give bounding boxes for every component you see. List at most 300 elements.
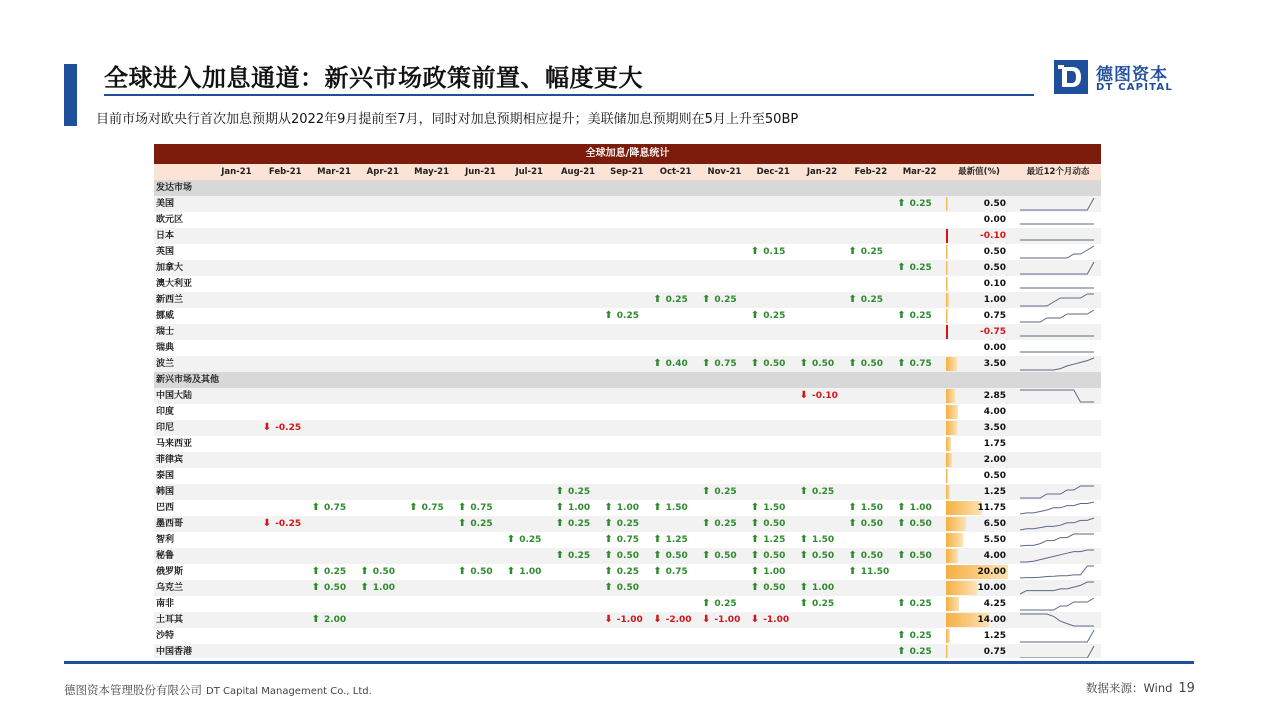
rate-change-value: -0.25 xyxy=(275,423,302,433)
latest-value-cell xyxy=(946,276,1012,292)
month-header: Nov-21 xyxy=(707,167,742,177)
up-arrow-icon: ⬆ xyxy=(750,310,760,321)
rate-change-value: 0.25 xyxy=(909,263,932,273)
latest-value-bar xyxy=(946,629,950,643)
up-arrow-icon: ⬆ xyxy=(702,294,711,305)
country-label: 乌克兰 xyxy=(156,583,184,593)
latest-value-cell xyxy=(946,340,1012,356)
trend-sparkline xyxy=(1018,276,1098,292)
footer-source xyxy=(1086,680,1195,696)
rate-change-value: 0.25 xyxy=(323,567,347,577)
up-arrow-icon: ⬆ xyxy=(311,614,320,625)
rate-change-value: 0.25 xyxy=(616,311,639,321)
table-row xyxy=(154,484,1101,500)
rate-change-cell xyxy=(653,356,688,372)
country-label: 瑞士 xyxy=(156,327,175,337)
trend-sparkline xyxy=(1018,596,1098,612)
up-arrow-icon: ⬆ xyxy=(604,582,613,593)
rate-change-value: -1.00 xyxy=(763,615,790,625)
up-arrow-icon: ⬆ xyxy=(360,566,369,577)
trend-sparkline xyxy=(1018,308,1098,324)
rate-change-cell xyxy=(556,484,591,500)
rate-change-cell xyxy=(360,580,395,596)
trend-sparkline xyxy=(1018,244,1098,260)
table-row xyxy=(154,292,1101,308)
latest-value-bar xyxy=(946,357,957,371)
up-arrow-icon: ⬆ xyxy=(702,518,711,529)
country-label: 日本 xyxy=(156,231,175,241)
latest-value: 1.25 xyxy=(983,487,1006,497)
trend-line xyxy=(1020,614,1094,626)
down-arrow-icon: ⬇ xyxy=(750,614,760,625)
latest-value-header: 最新值(%) xyxy=(958,167,1000,177)
latest-value-cell xyxy=(946,388,1012,404)
rate-change-cell xyxy=(897,260,932,276)
latest-value: 4.25 xyxy=(983,599,1006,609)
trend-line xyxy=(1020,310,1094,322)
table-row xyxy=(154,580,1101,596)
up-arrow-icon: ⬆ xyxy=(750,566,760,577)
up-arrow-icon: ⬆ xyxy=(604,502,613,513)
up-arrow-icon: ⬆ xyxy=(897,502,906,513)
up-arrow-icon: ⬆ xyxy=(799,582,808,593)
latest-value-cell xyxy=(946,628,1012,644)
table-row xyxy=(154,452,1101,468)
rate-change-value: 1.00 xyxy=(372,583,395,593)
down-arrow-icon: ⬇ xyxy=(604,614,613,625)
month-header: Jan-21 xyxy=(221,167,252,177)
rate-change-cell xyxy=(751,516,786,532)
table-row xyxy=(154,516,1101,532)
rate-change-value: 0.50 xyxy=(909,519,932,529)
country-label: 中国大陆 xyxy=(156,391,193,401)
footer-company-cn: 德图资本管理股份有限公司 xyxy=(64,683,202,697)
trend-line xyxy=(1020,486,1094,498)
latest-value-bar xyxy=(946,197,948,211)
rate-change-value: -0.10 xyxy=(811,391,838,401)
rate-change-cell xyxy=(848,548,883,564)
rate-change-value: 0.50 xyxy=(323,583,347,593)
latest-value: 11.75 xyxy=(977,503,1006,513)
up-arrow-icon: ⬆ xyxy=(799,550,808,561)
rate-change-value: 0.25 xyxy=(470,519,493,529)
latest-value-bar xyxy=(946,469,948,483)
rate-change-value: 0.50 xyxy=(714,551,737,561)
up-arrow-icon: ⬆ xyxy=(848,502,857,513)
month-header: Jun-21 xyxy=(465,167,496,177)
rate-change-cell xyxy=(702,484,737,500)
table-row xyxy=(154,612,1101,628)
up-arrow-icon: ⬆ xyxy=(750,534,760,545)
latest-value: 0.50 xyxy=(983,199,1006,209)
trend-sparkline xyxy=(1018,532,1098,548)
rate-change-value: 1.25 xyxy=(763,535,786,545)
up-arrow-icon: ⬆ xyxy=(897,630,906,641)
rate-change-value: 0.25 xyxy=(909,647,932,657)
up-arrow-icon: ⬆ xyxy=(506,566,516,577)
rate-change-value: 0.50 xyxy=(372,567,395,577)
table-row xyxy=(154,260,1101,276)
rate-change-cell xyxy=(897,516,932,532)
rate-change-value: 0.50 xyxy=(860,551,883,561)
up-arrow-icon: ⬆ xyxy=(848,518,857,529)
up-arrow-icon: ⬆ xyxy=(897,310,906,321)
rate-change-cell xyxy=(751,564,786,580)
up-arrow-icon: ⬆ xyxy=(409,502,418,513)
company-logo xyxy=(1054,60,1194,96)
rate-change-value: 1.50 xyxy=(860,503,883,513)
latest-value-bar xyxy=(946,229,948,243)
trend-line xyxy=(1020,246,1094,258)
latest-value-cell xyxy=(946,516,1012,532)
section-label: 发达市场 xyxy=(156,183,193,193)
up-arrow-icon: ⬆ xyxy=(799,358,808,369)
logo-text-cn: 德图资本 xyxy=(1096,65,1168,85)
latest-value-cell xyxy=(946,260,1012,276)
up-arrow-icon: ⬆ xyxy=(750,502,760,513)
up-arrow-icon: ⬆ xyxy=(799,534,808,545)
rate-change-cell xyxy=(751,548,786,564)
rate-change-value: 2.00 xyxy=(323,615,347,625)
rate-change-cell xyxy=(653,612,691,628)
up-arrow-icon: ⬆ xyxy=(799,598,808,609)
country-label: 巴西 xyxy=(156,503,175,513)
latest-value-cell xyxy=(946,196,1012,212)
trend-sparkline xyxy=(1018,292,1098,308)
down-arrow-icon: ⬇ xyxy=(702,614,711,625)
trend-sparkline xyxy=(1018,196,1098,212)
rate-change-cell xyxy=(458,500,493,516)
up-arrow-icon: ⬆ xyxy=(653,294,662,305)
latest-value-bar xyxy=(946,581,977,595)
rate-change-value: 0.25 xyxy=(519,535,542,545)
latest-value-cell xyxy=(946,244,1012,260)
table-row xyxy=(154,436,1101,452)
up-arrow-icon: ⬆ xyxy=(604,566,613,577)
up-arrow-icon: ⬆ xyxy=(653,358,662,369)
rate-change-cell xyxy=(800,388,838,404)
up-arrow-icon: ⬆ xyxy=(848,566,857,577)
latest-value-bar xyxy=(946,277,948,291)
rate-change-value: 1.00 xyxy=(811,583,835,593)
rate-change-cell xyxy=(507,564,542,580)
rate-change-cell xyxy=(653,548,688,564)
down-arrow-icon: ⬇ xyxy=(262,422,272,433)
rate-change-value: 0.25 xyxy=(909,199,932,209)
country-label: 新西兰 xyxy=(156,295,184,305)
up-arrow-icon: ⬆ xyxy=(604,550,613,561)
rate-change-value: 0.75 xyxy=(470,503,493,513)
up-arrow-icon: ⬆ xyxy=(311,582,320,593)
trend-line xyxy=(1020,390,1094,402)
month-header: Aug-21 xyxy=(560,167,596,177)
rate-change-cell xyxy=(897,548,932,564)
up-arrow-icon: ⬆ xyxy=(555,486,564,497)
rate-change-value: 0.50 xyxy=(811,359,835,369)
up-arrow-icon: ⬆ xyxy=(848,358,857,369)
rate-change-cell xyxy=(263,420,301,436)
latest-value-bar xyxy=(946,533,963,547)
table-row xyxy=(154,532,1101,548)
rate-change-cell xyxy=(702,596,737,612)
table-title: 全球加息/降息统计 xyxy=(154,144,1101,164)
rate-change-value: 0.25 xyxy=(665,295,688,305)
latest-value-bar xyxy=(946,437,951,451)
country-label: 欧元区 xyxy=(156,215,184,225)
latest-value: 0.50 xyxy=(983,247,1006,257)
rate-change-cell xyxy=(751,532,786,548)
trend-sparkline xyxy=(1018,516,1098,532)
up-arrow-icon: ⬆ xyxy=(897,598,906,609)
latest-value: 0.50 xyxy=(983,471,1006,481)
table-row xyxy=(154,244,1101,260)
latest-value-cell xyxy=(946,228,1012,244)
rate-change-cell xyxy=(556,548,591,564)
up-arrow-icon: ⬆ xyxy=(897,358,906,369)
latest-value: 20.00 xyxy=(977,567,1006,577)
country-label: 印尼 xyxy=(156,423,175,433)
latest-value: 14.00 xyxy=(977,615,1006,625)
latest-value-cell xyxy=(946,580,1012,596)
rate-change-cell xyxy=(800,356,835,372)
country-label: 澳大利亚 xyxy=(156,279,193,289)
rate-change-value: 0.25 xyxy=(567,487,591,497)
up-arrow-icon: ⬆ xyxy=(702,358,711,369)
rate-change-value: 0.25 xyxy=(909,631,932,641)
latest-value-bar xyxy=(946,245,948,259)
rate-change-cell xyxy=(458,516,493,532)
table-row xyxy=(154,596,1101,612)
up-arrow-icon: ⬆ xyxy=(555,502,564,513)
latest-value: 2.00 xyxy=(983,455,1006,465)
latest-value-bar xyxy=(946,549,958,563)
latest-value-cell xyxy=(946,212,1012,228)
country-label: 美国 xyxy=(156,199,175,209)
trend-sparkline xyxy=(1018,260,1098,276)
up-arrow-icon: ⬆ xyxy=(702,598,711,609)
rate-change-value: 0.75 xyxy=(616,535,639,545)
rate-change-cell xyxy=(751,580,786,596)
rate-change-cell xyxy=(702,516,737,532)
rate-change-value: 1.00 xyxy=(763,567,786,577)
rate-change-value: 0.25 xyxy=(567,519,591,529)
rate-change-cell xyxy=(604,516,639,532)
up-arrow-icon: ⬆ xyxy=(555,518,564,529)
trend-line xyxy=(1020,582,1094,594)
up-arrow-icon: ⬆ xyxy=(750,358,760,369)
rate-change-value: 0.50 xyxy=(811,551,835,561)
month-header: Apr-21 xyxy=(366,167,399,177)
rate-change-cell xyxy=(702,356,737,372)
latest-value-cell xyxy=(946,404,1012,420)
section-row xyxy=(154,372,1101,388)
up-arrow-icon: ⬆ xyxy=(897,550,906,561)
page-number: 19 xyxy=(1178,681,1195,696)
country-label: 泰国 xyxy=(156,471,175,481)
latest-value: -0.10 xyxy=(980,231,1006,241)
latest-value: 4.00 xyxy=(983,407,1006,417)
up-arrow-icon: ⬆ xyxy=(653,502,662,513)
rate-change-cell xyxy=(751,500,786,516)
rate-change-cell xyxy=(263,516,301,532)
down-arrow-icon: ⬇ xyxy=(799,390,808,401)
latest-value-bar xyxy=(946,405,958,419)
rate-change-value: 0.15 xyxy=(763,247,786,257)
rate-change-cell xyxy=(800,484,835,500)
up-arrow-icon: ⬆ xyxy=(360,582,369,593)
rate-change-value: -1.00 xyxy=(714,615,741,625)
table-row xyxy=(154,644,1101,658)
latest-value-bar xyxy=(946,645,948,658)
down-arrow-icon: ⬇ xyxy=(653,614,662,625)
latest-value-bar xyxy=(946,293,949,307)
up-arrow-icon: ⬆ xyxy=(848,550,857,561)
month-header: Mar-22 xyxy=(902,167,937,177)
rate-change-cell xyxy=(653,564,688,580)
rate-change-cell xyxy=(897,596,932,612)
rate-change-value: 0.25 xyxy=(811,599,835,609)
latest-value: 0.00 xyxy=(983,343,1006,353)
table-column-header xyxy=(154,164,1101,180)
latest-value-cell xyxy=(946,484,1012,500)
footer-company xyxy=(64,682,372,698)
dt-logo-icon xyxy=(1054,60,1088,94)
table-row xyxy=(154,212,1101,228)
latest-value: 1.75 xyxy=(983,439,1006,449)
latest-value-bar xyxy=(946,261,948,275)
title-underline xyxy=(104,94,1034,96)
latest-value-bar xyxy=(946,453,952,467)
trend-sparkline xyxy=(1018,324,1098,340)
table-row xyxy=(154,340,1101,356)
up-arrow-icon: ⬆ xyxy=(311,566,320,577)
up-arrow-icon: ⬆ xyxy=(311,502,320,513)
rate-change-value: 0.50 xyxy=(860,359,883,369)
rate-change-cell xyxy=(312,500,347,516)
rate-change-cell xyxy=(848,516,883,532)
trend-line xyxy=(1020,358,1094,370)
rate-change-cell xyxy=(507,532,542,548)
rate-change-value: 0.75 xyxy=(909,359,932,369)
section-row xyxy=(154,180,1101,196)
trend-line xyxy=(1020,550,1094,562)
latest-value: 6.50 xyxy=(983,519,1006,529)
trend-sparkline xyxy=(1018,580,1098,596)
latest-value-cell xyxy=(946,452,1012,468)
latest-value-cell xyxy=(946,324,1012,340)
rate-change-cell xyxy=(848,500,883,516)
trend-line xyxy=(1020,646,1094,658)
latest-value: 3.50 xyxy=(983,423,1006,433)
trend-sparkline xyxy=(1018,228,1098,244)
rate-change-value: -0.25 xyxy=(275,519,302,529)
trend-sparkline xyxy=(1018,564,1098,580)
rate-change-cell xyxy=(848,356,883,372)
rate-change-value: 0.50 xyxy=(616,551,639,561)
rate-change-value: 0.75 xyxy=(665,567,688,577)
rate-change-cell xyxy=(800,548,835,564)
trend-line xyxy=(1020,566,1094,578)
rate-change-value: 1.50 xyxy=(811,535,835,545)
up-arrow-icon: ⬆ xyxy=(750,550,760,561)
table-row xyxy=(154,356,1101,372)
trend-sparkline xyxy=(1018,340,1098,356)
latest-value: 4.00 xyxy=(983,551,1006,561)
table-row xyxy=(154,500,1101,516)
rate-change-cell xyxy=(312,580,347,596)
latest-value-cell xyxy=(946,356,1012,372)
rate-change-cell xyxy=(604,548,639,564)
rate-change-cell xyxy=(360,564,395,580)
table-row xyxy=(154,276,1101,292)
up-arrow-icon: ⬆ xyxy=(653,534,662,545)
table-row xyxy=(154,564,1101,580)
table-row xyxy=(154,324,1101,340)
rate-change-cell xyxy=(897,308,932,324)
country-label: 智利 xyxy=(156,535,175,545)
rate-change-cell xyxy=(800,580,835,596)
rate-change-value: 1.25 xyxy=(665,535,688,545)
latest-value-bar xyxy=(946,485,950,499)
rate-change-cell xyxy=(653,292,688,308)
country-label: 沙特 xyxy=(156,631,175,641)
month-header: Jul-21 xyxy=(515,167,543,177)
rate-change-cell xyxy=(604,564,639,580)
up-arrow-icon: ⬆ xyxy=(897,646,906,657)
rate-change-value: 0.50 xyxy=(763,583,786,593)
rate-change-value: 0.25 xyxy=(909,311,932,321)
rate-change-cell xyxy=(897,356,932,372)
trend-line xyxy=(1020,630,1094,642)
country-label: 波兰 xyxy=(156,359,175,369)
latest-value-cell xyxy=(946,420,1012,436)
latest-value-cell xyxy=(946,532,1012,548)
rate-change-value: 1.50 xyxy=(665,503,688,513)
month-header: Feb-22 xyxy=(854,167,888,177)
month-header: Oct-21 xyxy=(659,167,692,177)
country-label: 墨西哥 xyxy=(156,519,184,529)
up-arrow-icon: ⬆ xyxy=(604,310,613,321)
latest-value-cell xyxy=(946,548,1012,564)
rate-change-cell xyxy=(800,596,835,612)
rate-change-cell xyxy=(800,532,835,548)
up-arrow-icon: ⬆ xyxy=(555,550,564,561)
rate-change-cell xyxy=(702,548,737,564)
rate-change-value: 11.50 xyxy=(860,567,890,577)
latest-value-cell xyxy=(946,436,1012,452)
latest-value: 2.85 xyxy=(983,391,1006,401)
up-arrow-icon: ⬆ xyxy=(604,518,613,529)
latest-value: 0.75 xyxy=(983,311,1006,321)
country-label: 土耳其 xyxy=(156,615,184,625)
up-arrow-icon: ⬆ xyxy=(506,534,516,545)
up-arrow-icon: ⬆ xyxy=(604,534,613,545)
latest-value-bar xyxy=(946,597,959,611)
logo-text-en: DT CAPITAL xyxy=(1096,82,1173,93)
rate-change-value: 0.25 xyxy=(811,487,835,497)
latest-value: 0.00 xyxy=(983,215,1006,225)
country-label: 英国 xyxy=(156,247,175,257)
trend-line xyxy=(1020,518,1094,530)
rate-change-value: 0.50 xyxy=(909,551,932,561)
up-arrow-icon: ⬆ xyxy=(750,518,760,529)
country-label: 菲律宾 xyxy=(156,455,184,465)
trend-sparkline xyxy=(1018,356,1098,372)
rate-change-value: 0.25 xyxy=(714,519,737,529)
title-accent-bar xyxy=(64,64,77,126)
latest-value-cell xyxy=(946,308,1012,324)
country-label: 瑞典 xyxy=(156,343,175,353)
